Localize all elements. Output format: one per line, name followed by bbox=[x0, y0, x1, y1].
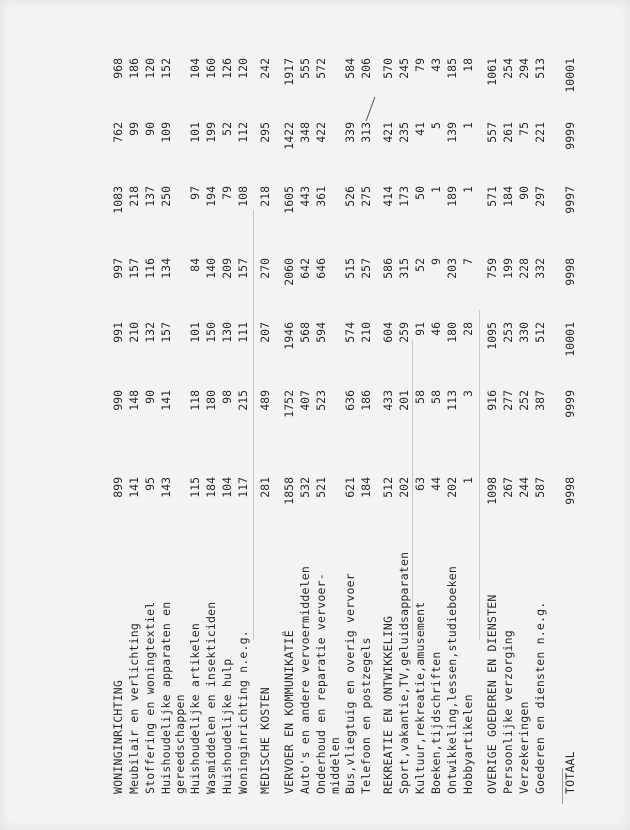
row-label: Telefoon en postzegels bbox=[359, 637, 373, 794]
row-value: 84 bbox=[188, 258, 202, 272]
row-value: 253 bbox=[501, 322, 515, 343]
row-value: 90 bbox=[517, 186, 531, 200]
faint-rule bbox=[479, 310, 480, 640]
row-label: TOTAAL bbox=[563, 751, 577, 794]
row-label: Wasmiddelen en insekticiden bbox=[204, 601, 218, 794]
table-row bbox=[204, 10, 220, 800]
row-value: 1752 bbox=[282, 390, 296, 418]
table-row bbox=[359, 10, 375, 800]
row-value: 90 bbox=[143, 122, 157, 136]
table-row bbox=[517, 10, 533, 800]
row-label: Ontwikkeling,lessen,studieboeken bbox=[445, 566, 459, 794]
row-value: 210 bbox=[359, 322, 373, 343]
row-value: 207 bbox=[258, 322, 272, 343]
row-value: 199 bbox=[204, 122, 218, 143]
row-value: 568 bbox=[298, 322, 312, 343]
row-value: 141 bbox=[159, 390, 173, 411]
row-value: 150 bbox=[204, 322, 218, 343]
margin-mark bbox=[562, 768, 563, 804]
row-value: 339 bbox=[343, 122, 357, 143]
row-value: 189 bbox=[445, 186, 459, 207]
row-value: 44 bbox=[429, 477, 443, 491]
row-value: 252 bbox=[517, 390, 531, 411]
row-value: 43 bbox=[429, 58, 443, 72]
row-label: OVERIGE GOEDEREN EN DIENSTEN bbox=[485, 594, 499, 794]
row-label: Woninginrichting n.e.g. bbox=[236, 630, 250, 794]
row-value: 120 bbox=[236, 58, 250, 79]
row-label: Hobbyartikelen bbox=[461, 694, 475, 794]
row-value: 41 bbox=[413, 122, 427, 136]
row-value: 148 bbox=[127, 390, 141, 411]
row-value: 1 bbox=[461, 122, 475, 129]
row-value: 532 bbox=[298, 477, 312, 498]
row-value: 28 bbox=[461, 322, 475, 336]
row-value: 50 bbox=[413, 186, 427, 200]
row-value: 557 bbox=[485, 122, 499, 143]
row-value: 515 bbox=[343, 258, 357, 279]
row-label: Goederen en diensten n.e.g. bbox=[533, 601, 547, 794]
row-value: 75 bbox=[517, 122, 531, 136]
row-value: 185 bbox=[445, 58, 459, 79]
row-value: 130 bbox=[220, 322, 234, 343]
row-value: 315 bbox=[397, 258, 411, 279]
row-value: 267 bbox=[501, 477, 515, 498]
row-value: 120 bbox=[143, 58, 157, 79]
row-value: 990 bbox=[111, 390, 125, 411]
row-value: 512 bbox=[533, 322, 547, 343]
row-label: Huishoudelijke hulp bbox=[220, 658, 234, 794]
table-row bbox=[143, 10, 159, 800]
row-value: 91 bbox=[413, 322, 427, 336]
row-value: 228 bbox=[517, 258, 531, 279]
row-value: 210 bbox=[127, 322, 141, 343]
row-value: 117 bbox=[236, 477, 250, 498]
row-value: 513 bbox=[533, 58, 547, 79]
row-value: 132 bbox=[143, 322, 157, 343]
row-value: 202 bbox=[445, 477, 459, 498]
table-row bbox=[298, 10, 314, 800]
row-value: 257 bbox=[359, 258, 373, 279]
row-value: 570 bbox=[381, 58, 395, 79]
row-value: 7 bbox=[461, 258, 475, 265]
row-value: 79 bbox=[413, 58, 427, 72]
row-value: 112 bbox=[236, 122, 250, 143]
row-value: 202 bbox=[397, 477, 411, 498]
row-value: 1095 bbox=[485, 322, 499, 350]
table-row bbox=[258, 10, 274, 800]
row-value: 218 bbox=[127, 186, 141, 207]
row-value: 199 bbox=[501, 258, 515, 279]
row-value: 9999 bbox=[563, 390, 577, 418]
row-value: 521 bbox=[314, 477, 328, 498]
row-value: 143 bbox=[159, 477, 173, 498]
row-value: 387 bbox=[533, 390, 547, 411]
row-value: 206 bbox=[359, 58, 373, 79]
row-value: 108 bbox=[236, 186, 250, 207]
row-value: 759 bbox=[485, 258, 499, 279]
row-value: 160 bbox=[204, 58, 218, 79]
row-value: 58 bbox=[413, 390, 427, 404]
row-value: 1083 bbox=[111, 186, 125, 214]
row-value: 215 bbox=[236, 390, 250, 411]
row-value: 109 bbox=[159, 122, 173, 143]
row-value: 97 bbox=[188, 186, 202, 200]
row-value: 184 bbox=[204, 477, 218, 498]
row-value: 277 bbox=[501, 390, 515, 411]
row-value: 571 bbox=[485, 186, 499, 207]
row-value: 242 bbox=[258, 58, 272, 79]
row-value: 443 bbox=[298, 186, 312, 207]
row-value: 221 bbox=[533, 122, 547, 143]
row-value: 361 bbox=[314, 186, 328, 207]
row-value: 58 bbox=[429, 390, 443, 404]
row-value: 139 bbox=[445, 122, 459, 143]
row-label: Stoffering en woningtextiel bbox=[143, 601, 157, 794]
row-value: 186 bbox=[359, 390, 373, 411]
row-value: 184 bbox=[359, 477, 373, 498]
row-value: 90 bbox=[143, 390, 157, 404]
table-row bbox=[501, 10, 517, 800]
row-value: 157 bbox=[127, 258, 141, 279]
row-value: 313 bbox=[359, 122, 373, 143]
row-value: 101 bbox=[188, 122, 202, 143]
row-label: Persoonlijke verzorging bbox=[501, 630, 515, 794]
row-value: 250 bbox=[159, 186, 173, 207]
row-value: 254 bbox=[501, 58, 515, 79]
table-row bbox=[445, 10, 461, 800]
row-value: 5 bbox=[429, 122, 443, 129]
row-value: 104 bbox=[188, 58, 202, 79]
row-label: REKREATIE EN ONTWIKKELING bbox=[381, 615, 395, 794]
row-label: Bus,vliegtuig en overig vervoer bbox=[343, 573, 357, 794]
row-value: 157 bbox=[159, 322, 173, 343]
row-value: 184 bbox=[501, 186, 515, 207]
row-value: 140 bbox=[204, 258, 218, 279]
row-value: 594 bbox=[314, 322, 328, 343]
row-value: 186 bbox=[127, 58, 141, 79]
row-value: 134 bbox=[159, 258, 173, 279]
row-value: 126 bbox=[220, 58, 234, 79]
row-value: 1098 bbox=[485, 477, 499, 505]
row-value: 586 bbox=[381, 258, 395, 279]
row-value: 115 bbox=[188, 477, 202, 498]
row-value: 194 bbox=[204, 186, 218, 207]
row-label: Huishoudelijke artikelen bbox=[188, 623, 202, 794]
row-value: 218 bbox=[258, 186, 272, 207]
row-value: 141 bbox=[127, 477, 141, 498]
row-value: 489 bbox=[258, 390, 272, 411]
row-value: 137 bbox=[143, 186, 157, 207]
row-value: 348 bbox=[298, 122, 312, 143]
table-row bbox=[413, 10, 429, 800]
row-value: 9999 bbox=[563, 122, 577, 150]
row-value: 10001 bbox=[563, 58, 577, 93]
row-value: 118 bbox=[188, 390, 202, 411]
table-row bbox=[485, 10, 501, 800]
row-value: 584 bbox=[343, 58, 357, 79]
row-value: 173 bbox=[397, 186, 411, 207]
row-value: 407 bbox=[298, 390, 312, 411]
row-value: 275 bbox=[359, 186, 373, 207]
row-value: 52 bbox=[220, 122, 234, 136]
row-value: 512 bbox=[381, 477, 395, 498]
row-value: 99 bbox=[127, 122, 141, 136]
table-row bbox=[188, 10, 204, 800]
row-value: 330 bbox=[517, 322, 531, 343]
row-value: 572 bbox=[314, 58, 328, 79]
table-row bbox=[563, 10, 579, 800]
row-value: 523 bbox=[314, 390, 328, 411]
row-label: VERVOER EN KOMMUNIKATIË bbox=[282, 630, 296, 794]
row-value: 1 bbox=[429, 186, 443, 193]
row-label: Onderhoud en reparatie vervoer- middelen bbox=[314, 573, 342, 794]
row-value: 111 bbox=[236, 322, 250, 343]
row-value: 574 bbox=[343, 322, 357, 343]
row-value: 261 bbox=[501, 122, 515, 143]
row-label: Verzekeringen bbox=[517, 701, 531, 794]
row-value: 116 bbox=[143, 258, 157, 279]
row-value: 294 bbox=[517, 58, 531, 79]
row-value: 9998 bbox=[563, 258, 577, 286]
row-label: MEDISCHE KOSTEN bbox=[258, 687, 272, 794]
row-label: Huishoudelijke apparaten en gereedschappen bbox=[159, 601, 187, 794]
row-value: 244 bbox=[517, 477, 531, 498]
row-value: 1946 bbox=[282, 322, 296, 350]
row-value: 646 bbox=[314, 258, 328, 279]
row-value: 295 bbox=[258, 122, 272, 143]
row-value: 421 bbox=[381, 122, 395, 143]
row-value: 642 bbox=[298, 258, 312, 279]
faint-rule bbox=[253, 210, 254, 640]
row-value: 209 bbox=[220, 258, 234, 279]
row-value: 1 bbox=[461, 186, 475, 193]
row-value: 152 bbox=[159, 58, 173, 79]
row-value: 281 bbox=[258, 477, 272, 498]
row-value: 245 bbox=[397, 58, 411, 79]
table-row bbox=[220, 10, 236, 800]
row-value: 636 bbox=[343, 390, 357, 411]
table-row bbox=[236, 10, 252, 800]
row-value: 10001 bbox=[563, 322, 577, 357]
row-value: 1061 bbox=[485, 58, 499, 86]
row-value: 18 bbox=[461, 58, 475, 72]
row-label: Boeken,tijdschriften bbox=[429, 651, 443, 794]
table-row bbox=[533, 10, 549, 800]
row-label: Sport,vakantie,TV,geluidsapparaten bbox=[397, 551, 411, 794]
row-value: 95 bbox=[143, 477, 157, 491]
row-value: 101 bbox=[188, 322, 202, 343]
row-value: 916 bbox=[485, 390, 499, 411]
row-value: 3 bbox=[461, 390, 475, 397]
table-row bbox=[111, 10, 127, 800]
row-value: 422 bbox=[314, 122, 328, 143]
row-value: 63 bbox=[413, 477, 427, 491]
row-value: 762 bbox=[111, 122, 125, 143]
row-value: 433 bbox=[381, 390, 395, 411]
row-value: 621 bbox=[343, 477, 357, 498]
row-value: 1 bbox=[461, 477, 475, 484]
row-value: 9998 bbox=[563, 477, 577, 505]
table-row bbox=[314, 10, 342, 800]
table-row bbox=[159, 10, 187, 800]
row-value: 180 bbox=[204, 390, 218, 411]
row-value: 555 bbox=[298, 58, 312, 79]
row-value: 2060 bbox=[282, 258, 296, 286]
row-value: 332 bbox=[533, 258, 547, 279]
table-row bbox=[461, 10, 477, 800]
row-value: 899 bbox=[111, 477, 125, 498]
row-value: 52 bbox=[413, 258, 427, 272]
row-value: 1605 bbox=[282, 186, 296, 214]
rotated-expenditure-table bbox=[95, 10, 625, 800]
row-value: 201 bbox=[397, 390, 411, 411]
row-value: 9997 bbox=[563, 186, 577, 214]
row-label: Kultuur,rekreatie,amusement bbox=[413, 601, 427, 794]
row-value: 46 bbox=[429, 322, 443, 336]
row-value: 235 bbox=[397, 122, 411, 143]
row-value: 259 bbox=[397, 322, 411, 343]
row-label: WONINGINRICHTING bbox=[111, 680, 125, 794]
row-value: 79 bbox=[220, 186, 234, 200]
row-value: 968 bbox=[111, 58, 125, 79]
row-label: Auto's en andere vervoermiddelen bbox=[298, 566, 312, 794]
row-value: 414 bbox=[381, 186, 395, 207]
row-value: 270 bbox=[258, 258, 272, 279]
row-value: 104 bbox=[220, 477, 234, 498]
row-value: 1422 bbox=[282, 122, 296, 150]
row-value: 1858 bbox=[282, 477, 296, 505]
row-value: 991 bbox=[111, 322, 125, 343]
row-value: 526 bbox=[343, 186, 357, 207]
row-value: 180 bbox=[445, 322, 459, 343]
row-value: 113 bbox=[445, 390, 459, 411]
table-row bbox=[127, 10, 143, 800]
row-value: 9 bbox=[429, 258, 443, 265]
row-value: 1917 bbox=[282, 58, 296, 86]
table-row bbox=[429, 10, 445, 800]
row-value: 157 bbox=[236, 258, 250, 279]
row-value: 997 bbox=[111, 258, 125, 279]
row-value: 604 bbox=[381, 322, 395, 343]
row-value: 587 bbox=[533, 477, 547, 498]
row-value: 297 bbox=[533, 186, 547, 207]
table-row bbox=[343, 10, 359, 800]
row-value: 98 bbox=[220, 390, 234, 404]
table-row bbox=[282, 10, 298, 800]
table-row bbox=[381, 10, 397, 800]
row-label: Meubilair en verlichting bbox=[127, 623, 141, 794]
row-value: 203 bbox=[445, 258, 459, 279]
table-row bbox=[397, 10, 413, 800]
